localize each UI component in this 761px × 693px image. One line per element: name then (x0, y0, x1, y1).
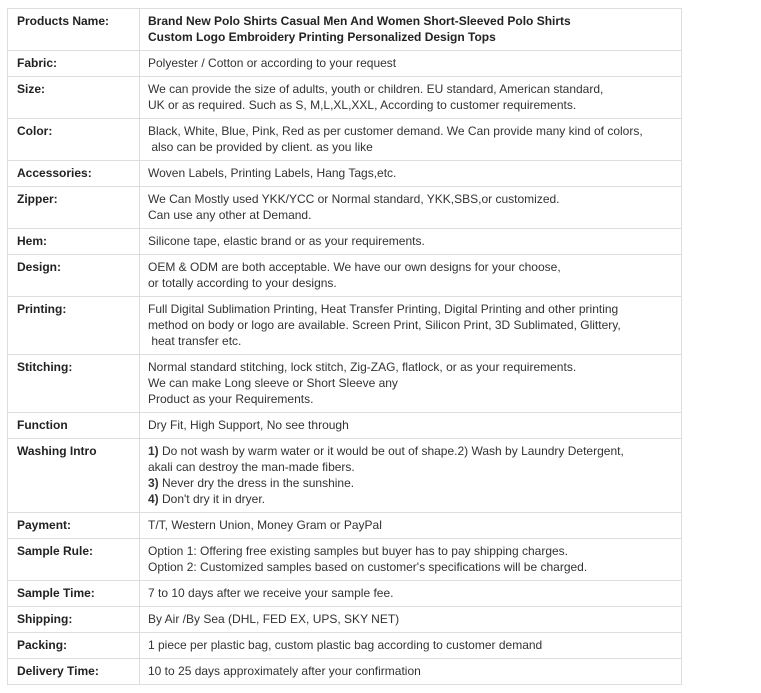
spec-label: Shipping: (8, 607, 140, 633)
spec-value-line: Dry Fit, High Support, No see through (148, 418, 349, 432)
wash-line (148, 491, 673, 507)
spec-value (140, 9, 682, 51)
spec-value-line: By Air /By Sea (DHL, FED EX, UPS, SKY NET) (148, 612, 400, 626)
spec-label: Design: (8, 255, 140, 297)
spec-row (8, 355, 682, 413)
spec-value-line: Silicone tape, elastic brand or as your requirements. (148, 234, 425, 248)
spec-value (140, 297, 682, 355)
spec-value-line: OEM & ODM are both acceptable. We have our own designs for your choose, (148, 260, 561, 274)
spec-value (140, 413, 682, 439)
spec-row (8, 297, 682, 355)
spec-label: Color: (8, 119, 140, 161)
spec-label: Zipper: (8, 187, 140, 229)
spec-value-line: heat transfer etc. (148, 334, 242, 348)
spec-value-line: Polyester / Cotton or according to your request (148, 56, 397, 70)
spec-row (8, 581, 682, 607)
wash-step-number: 3) (148, 476, 159, 490)
spec-row (8, 607, 682, 633)
spec-value (140, 513, 682, 539)
wash-step-number: 1) (148, 444, 159, 458)
spec-table-body (8, 9, 682, 685)
spec-value-line: Full Digital Sublimation Printing, Heat Transfer Printing, Digital Printing and other printing (148, 302, 619, 316)
spec-value-line: We can provide the size of adults, youth or children. EU standard, American standard, (148, 82, 604, 96)
spec-value-line: 10 to 25 days approximately after your confirmation (148, 664, 421, 678)
spec-row (8, 255, 682, 297)
spec-label: Stitching: (8, 355, 140, 413)
wash-step-text: Never dry the dress in the sunshine. (158, 476, 355, 490)
spec-label: Sample Rule: (8, 539, 140, 581)
spec-value (140, 439, 682, 513)
spec-value (140, 355, 682, 413)
spec-value (140, 51, 682, 77)
spec-label: Fabric: (8, 51, 140, 77)
spec-label: Size: (8, 77, 140, 119)
spec-label: Payment: (8, 513, 140, 539)
spec-value-line: 1 piece per plastic bag, custom plastic bag according to customer demand (148, 638, 543, 652)
spec-row (8, 229, 682, 255)
spec-value (140, 581, 682, 607)
spec-row (8, 161, 682, 187)
spec-value-line: Option 1: Offering free existing samples but buyer has to pay shipping charges. (148, 544, 569, 558)
wash-step-number: 4) (148, 492, 159, 506)
spec-row (8, 659, 682, 685)
spec-row (8, 439, 682, 513)
spec-value (140, 607, 682, 633)
wash-step-text: akali can destroy the man-made fibers. (148, 460, 355, 474)
spec-value (140, 255, 682, 297)
wash-line (148, 443, 673, 459)
spec-row (8, 413, 682, 439)
spec-value-line: Woven Labels, Printing Labels, Hang Tags,etc. (148, 166, 397, 180)
spec-value-line: also can be provided by client. as you like (148, 140, 373, 154)
spec-row (8, 119, 682, 161)
spec-value-line: Option 2: Customized samples based on customer's specifications will be charged. (148, 560, 588, 574)
spec-row (8, 513, 682, 539)
spec-row (8, 187, 682, 229)
spec-label: Hem: (8, 229, 140, 255)
spec-value-line: Brand New Polo Shirts Casual Men And Women Short-Sleeved Polo Shirts (148, 14, 571, 28)
wash-line (148, 475, 673, 491)
product-spec-table (7, 8, 682, 685)
spec-value (140, 77, 682, 119)
spec-row (8, 9, 682, 51)
spec-value-line: Black, White, Blue, Pink, Red as per customer demand. We Can provide many kind of colors, (148, 124, 643, 138)
spec-row (8, 51, 682, 77)
spec-value-line: We can make Long sleeve or Short Sleeve any (148, 376, 398, 390)
spec-value-line: Normal standard stitching, lock stitch, Zig-ZAG, flatlock, or as your requirements. (148, 360, 577, 374)
spec-value (140, 161, 682, 187)
wash-step-text: Do not wash by warm water or it would be out of shape.2) Wash by Laundry Detergent, (158, 444, 624, 458)
spec-label: Sample Time: (8, 581, 140, 607)
spec-value (140, 539, 682, 581)
wash-step-text: Don't dry it in dryer. (158, 492, 266, 506)
spec-label: Function (8, 413, 140, 439)
spec-value (140, 119, 682, 161)
spec-value (140, 633, 682, 659)
spec-value-line: or totally according to your designs. (148, 276, 337, 290)
spec-row (8, 539, 682, 581)
spec-row (8, 633, 682, 659)
spec-label: Printing: (8, 297, 140, 355)
spec-value (140, 229, 682, 255)
spec-label: Products Name: (8, 9, 140, 51)
spec-label: Delivery Time: (8, 659, 140, 685)
spec-label: Accessories: (8, 161, 140, 187)
spec-value (140, 187, 682, 229)
spec-value-line: method on body or logo are available. Screen Print, Silicon Print, 3D Sublimated, Glittery, (148, 318, 621, 332)
spec-value-line: Can use any other at Demand. (148, 208, 312, 222)
spec-value-line: 7 to 10 days after we receive your sample fee. (148, 586, 394, 600)
spec-label: Packing: (8, 633, 140, 659)
spec-value-line: Custom Logo Embroidery Printing Personalized Design Tops (148, 30, 496, 44)
spec-row (8, 77, 682, 119)
spec-value-line: We Can Mostly used YKK/YCC or Normal standard, YKK,SBS,or customized. (148, 192, 560, 206)
spec-label: Washing Intro (8, 439, 140, 513)
spec-value-line: Product as your Requirements. (148, 392, 314, 406)
spec-value (140, 659, 682, 685)
spec-value-line: UK or as required. Such as S, M,L,XL,XXL, According to customer requirements. (148, 98, 577, 112)
spec-value-line: T/T, Western Union, Money Gram or PayPal (148, 518, 382, 532)
wash-line (148, 459, 673, 475)
